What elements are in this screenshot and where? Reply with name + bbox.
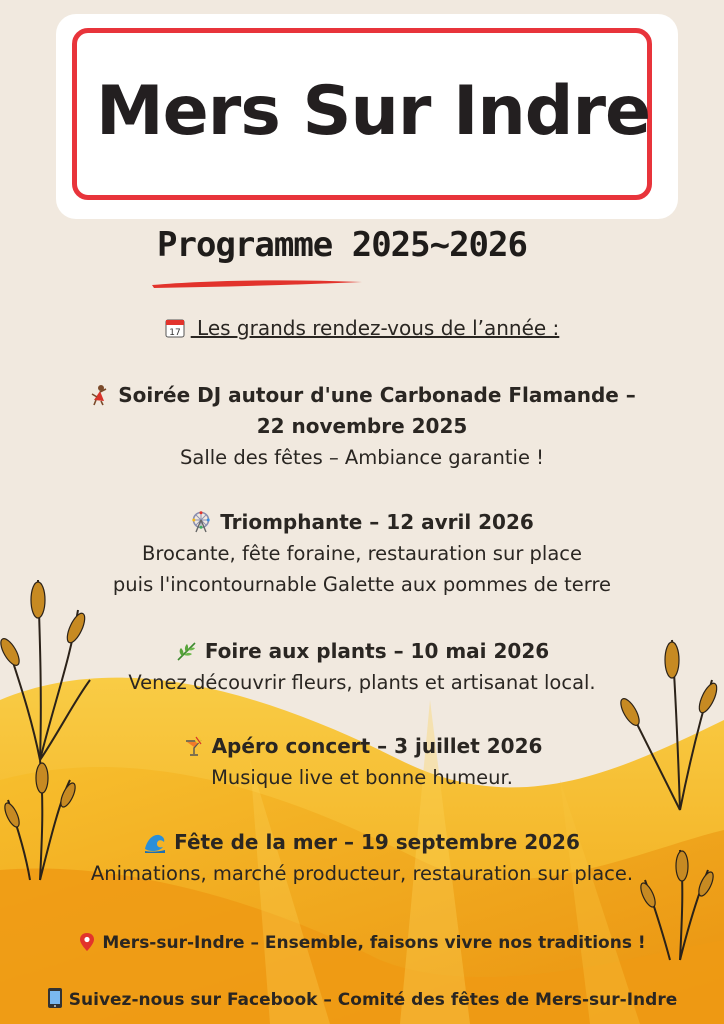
event-title: Triomphante – 12 avril 2026 bbox=[0, 507, 724, 538]
event-description: Musique live et bonne humeur. bbox=[211, 766, 513, 789]
event-description: Brocante, fête foraine, restauration sur place bbox=[141, 542, 583, 565]
event-item bbox=[0, 636, 724, 698]
ferris-wheel-icon bbox=[190, 511, 212, 533]
intro-text: Les grands rendez-vous de l’année : bbox=[190, 316, 560, 340]
event-title: Fête de la mer – 19 septembre 2026 bbox=[0, 827, 724, 858]
event-title: Soirée DJ autour d'une Carbonade Flamande – bbox=[0, 380, 724, 411]
program-title: Programme 2025~2026 bbox=[157, 225, 527, 265]
pin-icon bbox=[78, 932, 96, 952]
cocktail-icon bbox=[182, 735, 204, 757]
phone-icon bbox=[47, 987, 63, 1009]
event-title: Foire aux plants – 10 mai 2026 bbox=[0, 636, 724, 667]
calendar-icon bbox=[165, 317, 185, 338]
slogan-line: Mers-sur-Indre – Ensemble, faisons vivre nos traditions ! bbox=[0, 932, 724, 953]
event-item bbox=[0, 827, 724, 889]
event-title-line2: 22 novembre 2025 bbox=[256, 414, 468, 438]
dancer-icon bbox=[88, 384, 110, 406]
town-title: Mers Sur Indre bbox=[96, 72, 651, 151]
event-description: puis l'incontournable Galette aux pommes de terre bbox=[112, 573, 612, 596]
social-line: Suivez-nous sur Facebook – Comité des fêtes de Mers-sur-Indre bbox=[0, 987, 724, 1010]
title-underline-swash bbox=[150, 276, 365, 290]
event-description: Salle des fêtes – Ambiance garantie ! bbox=[180, 446, 544, 469]
event-description: Animations, marché producteur, restauration sur place. bbox=[90, 862, 634, 885]
herb-icon bbox=[175, 640, 197, 662]
event-item bbox=[0, 507, 724, 600]
intro-heading bbox=[0, 316, 724, 340]
event-title: Apéro concert – 3 juillet 2026 bbox=[0, 731, 724, 762]
event-description: Venez découvrir fleurs, plants et artisanat local. bbox=[128, 671, 596, 694]
event-item bbox=[0, 380, 724, 473]
event-item bbox=[0, 731, 724, 793]
wave-icon bbox=[144, 831, 166, 853]
svg-text:17: 17 bbox=[168, 328, 181, 338]
